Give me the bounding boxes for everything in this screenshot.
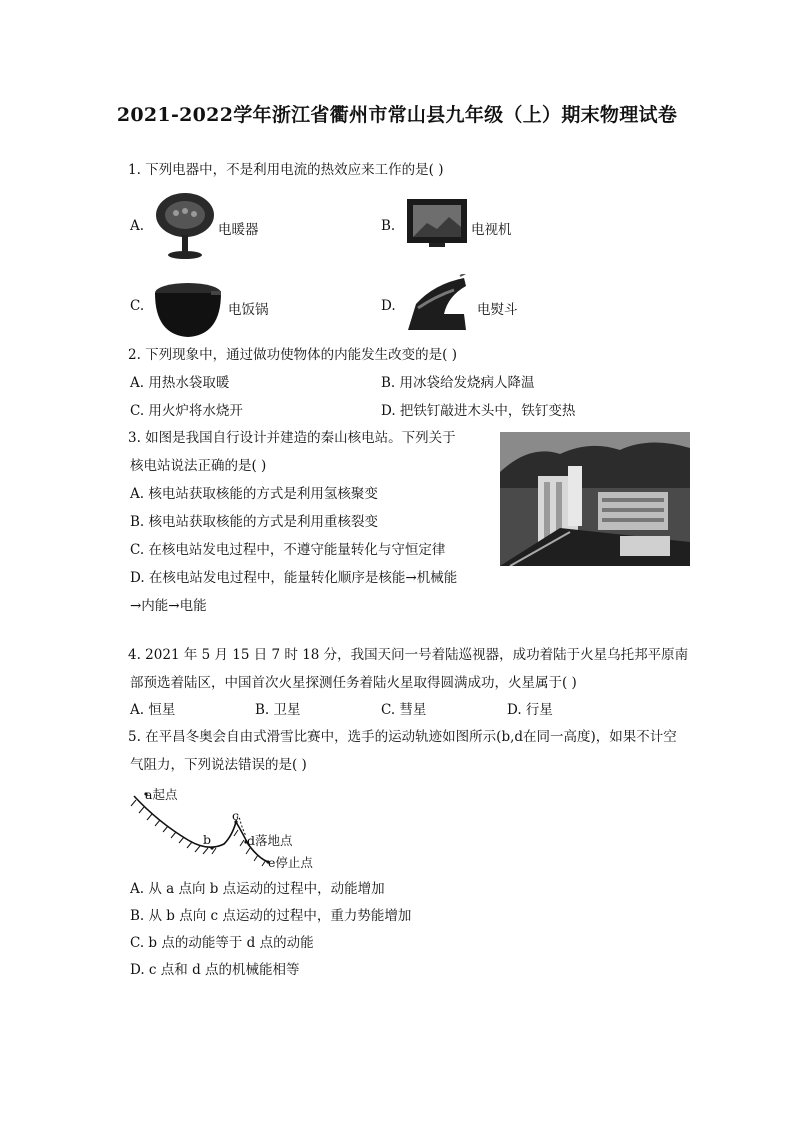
- q1-option-b-key: B.: [381, 218, 396, 234]
- q1-option-c-key: C.: [130, 298, 145, 314]
- q2-option-d: D. 把铁钉敲进木头中，铁钉变热: [381, 403, 576, 419]
- q3-option-d: D. 在核电站发电过程中，能量转化顺序是核能→机械能: [130, 570, 458, 586]
- q5-figure-label-c: c: [232, 808, 240, 823]
- q1-option-d-key: D.: [381, 298, 396, 314]
- q4-option-d: D. 行星: [507, 702, 553, 718]
- q1-option-a-key: A.: [130, 218, 145, 234]
- q5-option-d: D. c 点和 d 点的机械能相等: [130, 962, 300, 978]
- q2-option-a: A. 用热水袋取暖: [130, 375, 230, 391]
- q1-option-b-label: 电视机: [471, 222, 512, 238]
- q5-stem-line1: 5. 在平昌冬奥会自由式滑雪比赛中，选手的运动轨迹如图所示(b,d在同一高度)，如果不计空: [128, 729, 677, 745]
- q1-option-d-label: 电熨斗: [477, 302, 518, 318]
- q5-stem-line2: 气阻力，下列说法错误的是( ): [130, 757, 307, 773]
- q4-option-b: B. 卫星: [255, 702, 301, 718]
- q3-option-d-continued: →内能→电能: [130, 598, 207, 614]
- q5-figure-label-d: d落地点: [247, 833, 293, 848]
- q4-stem-line2: 部预选着陆区，中国首次火星探测任务着陆火星取得圆满成功，火星属于( ): [130, 675, 577, 691]
- q2-option-b: B. 用冰袋给发烧病人降温: [381, 375, 535, 391]
- q4-option-a: A. 恒星: [130, 702, 176, 718]
- page-title: 2021-2022学年浙江省衢州市常山县九年级（上）期末物理试卷: [116, 104, 678, 126]
- q3-option-a: A. 核电站获取核能的方式是利用氢核聚变: [130, 486, 378, 502]
- electric-heater-icon: [154, 191, 216, 267]
- q5-option-c: C. b 点的动能等于 d 点的动能: [130, 935, 314, 951]
- q2-option-c: C. 用火炉将水烧开: [130, 403, 243, 419]
- q1-option-a-label: 电暖器: [218, 222, 259, 238]
- q2-stem: 2. 下列现象中，通过做功使物体的内能发生改变的是( ): [128, 347, 457, 363]
- nuclear-power-plant-photo: [500, 432, 690, 570]
- electric-iron-icon: [404, 274, 470, 338]
- q5-option-a: A. 从 a 点向 b 点运动的过程中，动能增加: [130, 881, 385, 897]
- q3-option-b: B. 核电站获取核能的方式是利用重核裂变: [130, 514, 379, 530]
- q5-figure-label-b: b: [203, 832, 212, 847]
- q3-stem-line2: 核电站说法正确的是( ): [130, 458, 267, 474]
- q4-stem-line1: 4. 2021 年 5 月 15 日 7 时 18 分，我国天问一号着陆巡视器，成功着陆于火星乌托邦平原南: [128, 647, 689, 663]
- q5-option-b: B. 从 b 点向 c 点运动的过程中，重力势能增加: [130, 908, 412, 924]
- rice-cooker-icon: [153, 279, 223, 345]
- q4-option-c: C. 彗星: [381, 702, 427, 718]
- television-icon: [407, 199, 467, 251]
- q5-figure-label-a: a起点: [145, 787, 178, 802]
- q5-figure-label-e: e停止点: [268, 855, 313, 870]
- q1-stem: 1. 下列电器中，不是利用电流的热效应来工作的是( ): [128, 162, 444, 178]
- q3-option-c: C. 在核电站发电过程中，不遵守能量转化与守恒定律: [130, 542, 446, 558]
- q3-stem-line1: 3. 如图是我国自行设计并建造的秦山核电站。下列关于: [128, 430, 456, 446]
- q1-option-c-label: 电饭锅: [228, 302, 269, 318]
